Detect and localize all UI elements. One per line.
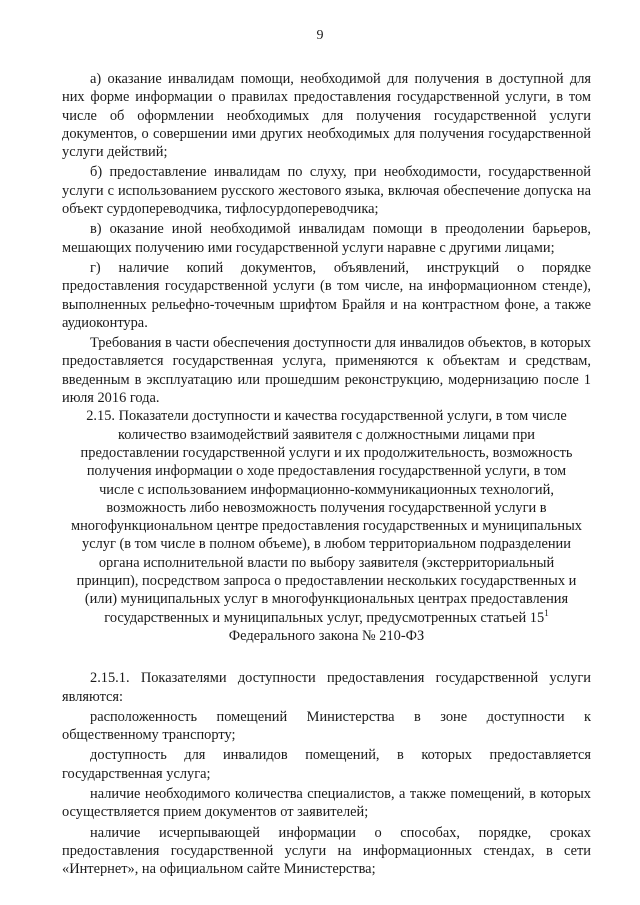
page-number: 9	[316, 28, 324, 43]
paragraph-braille-copies: г) наличие копий документов, объявлений, инструкций о порядке предоставления государственной услуги (в том числе, на информационном стенде), выполненных рельефно-точечным шрифтом Брайля и на контрастном фоне, а также аудиоконтура.	[62, 259, 591, 331]
paragraph-assistance-info: а) оказание инвалидам помощи, необходимой для получения в доступной для них форме информации о правилах предоставления государственной услуги, в том числе об оформлении необходимых для получения государственной услуги документов, о совершении ими других необходимых для получения государственной услуги действий;	[62, 71, 591, 161]
paragraph-information-availability: наличие исчерпывающей информации о способах, порядке, сроках предоставления государственной услуги на информационных стендах, в сети «Интернет», на официальном сайте Министерства;	[62, 824, 591, 878]
paragraph-indicators-intro: 2.15.1. Показателями доступности предоставления государственной услуги являются:	[62, 670, 591, 705]
paragraph-accessibility-requirements: Требования в части обеспечения доступности для инвалидов объектов, в которых предоставляется государственная услуга, применяются к объектам и средствам, введенным в эксплуатацию или прошедшим реконструкцию, модернизацию после 1 июля 2016 года.	[62, 335, 591, 407]
paragraph-barrier-assistance: в) оказание иной необходимой инвалидам помощи в преодолении барьеров, мешающих получению ими государственной услуги наравне с другими лицами;	[62, 221, 591, 256]
paragraph-transport-access: расположенность помещений Министерства в зоне доступности к общественному транспорту;	[62, 708, 591, 744]
document-body	[62, 70, 591, 878]
paragraph-disabled-access: доступность для инвалидов помещений, в которых предоставляется государственная услуга;	[62, 747, 591, 782]
section-heading-text: 2.15. Показатели доступности и качества государственной услуги, в том числе количество взаимодействий заявителя с должностными лицами при предоставлении государственной услуги и их продолжительность, возможность получения информации о ходе предоставления государственной услуги, в том числе с использованием информационно-коммуникационных технологий, возможность либо невозможность получения государственной услуги в многофункциональном центре предоставления государственных и муниципальных услуг (в том числе в полном объеме), в любом территориальном подразделении органа исполнительной власти по выбору заявителя (экстерриториальный принцип), посредством запроса о предоставлении нескольких государственных и (или) муниципальных услуг в многофункциональных центрах предоставления государственных и муниципальных услуг, предусмотренных статьей 15	[71, 408, 582, 626]
paragraph-sign-language: б) предоставление инвалидам по слуху, при необходимости, государственной услуги с использованием русского жестового языка, включая обеспечение допуска на объект сурдопереводчика, тифлосурдопереводчика;	[62, 164, 591, 218]
section-heading-2-15	[62, 407, 591, 645]
paragraph-specialists: наличие необходимого количества специалистов, а также помещений, в которых осуществляется прием документов от заявителей;	[62, 785, 591, 821]
section-heading-superscript: 1	[544, 607, 549, 618]
section-heading-last-line: Федерального закона № 210-ФЗ	[228, 627, 425, 644]
